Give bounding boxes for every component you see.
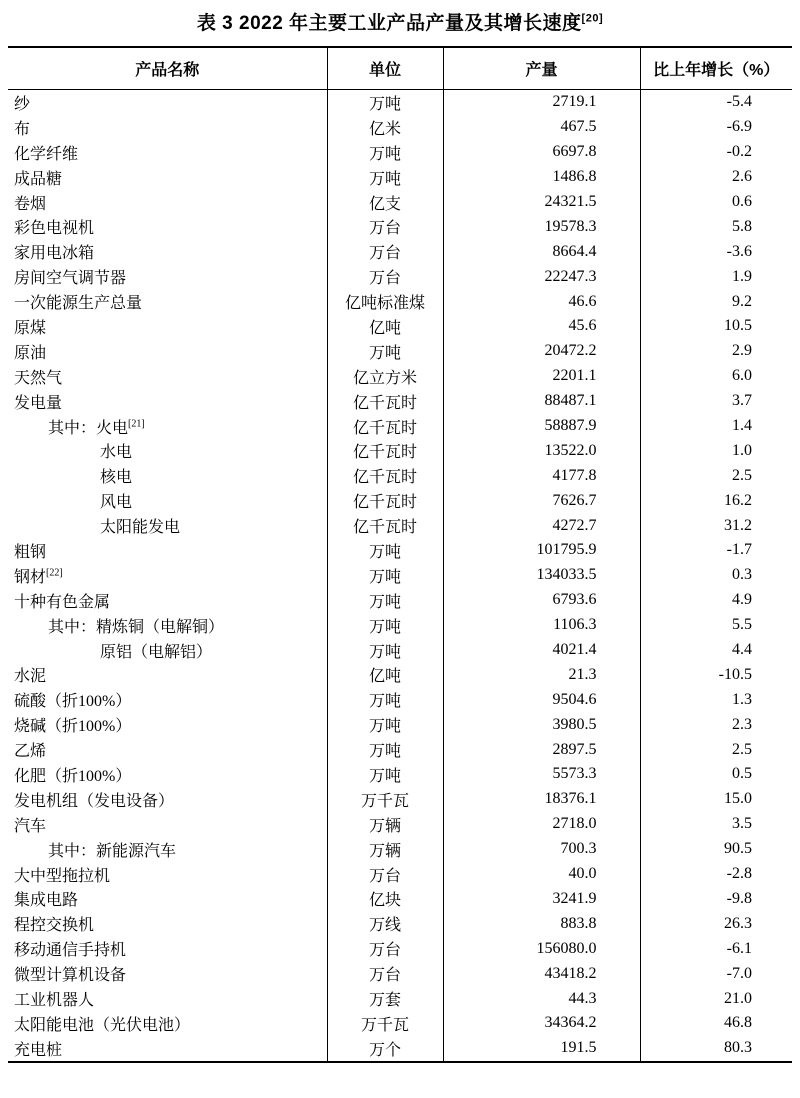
product-name-text: 充电桩 <box>14 1041 63 1059</box>
table-row <box>8 538 792 563</box>
product-name-cell <box>8 289 327 314</box>
table-row <box>8 1036 792 1062</box>
product-name-text: 家用电冰箱 <box>14 245 95 263</box>
product-name-cell <box>8 961 327 986</box>
product-name-cell <box>8 214 327 239</box>
growth-cell: -6.1 <box>726 939 752 957</box>
product-name-cell <box>8 463 327 488</box>
product-name-cell <box>8 414 327 439</box>
table-row <box>8 613 792 638</box>
product-name-cell <box>8 762 327 787</box>
product-name-cell <box>8 563 327 588</box>
table-row <box>8 887 792 912</box>
unit-cell: 万台 <box>327 264 443 289</box>
growth-cell: 5.8 <box>732 217 752 235</box>
table-row <box>8 90 792 115</box>
output-cell: 21.3 <box>443 662 640 687</box>
product-name-text: 彩色电视机 <box>14 220 95 238</box>
table-row <box>8 165 792 190</box>
output-cell: 2718.0 <box>443 812 640 837</box>
output-cell: 9504.6 <box>443 687 640 712</box>
table-title-text: 表 3 2022 年主要工业产品产量及其增长速度 <box>196 13 582 34</box>
product-name-cell <box>8 737 327 762</box>
output-cell: 20472.2 <box>443 339 640 364</box>
product-name-text: 太阳能发电 <box>100 519 181 537</box>
table-row <box>8 737 792 762</box>
growth-cell: 46.8 <box>724 1014 752 1032</box>
product-name-text: 汽车 <box>14 817 47 835</box>
output-cell: 883.8 <box>443 911 640 936</box>
output-cell: 1106.3 <box>443 613 640 638</box>
product-name-text: 发电量 <box>14 394 63 412</box>
growth-cell: -3.6 <box>726 242 752 260</box>
product-name-cell <box>8 837 327 862</box>
output-cell: 88487.1 <box>443 389 640 414</box>
growth-cell: 2.9 <box>732 342 752 360</box>
unit-cell: 万线 <box>327 911 443 936</box>
unit-cell: 亿千瓦时 <box>327 513 443 538</box>
growth-cell: 15.0 <box>724 790 752 808</box>
output-cell: 44.3 <box>443 986 640 1011</box>
product-name-cell <box>8 488 327 513</box>
growth-cell: 4.4 <box>732 641 752 659</box>
table-header-row <box>8 47 792 90</box>
table-body <box>8 90 792 1062</box>
table-row <box>8 339 792 364</box>
product-name-cell <box>8 712 327 737</box>
table-row <box>8 115 792 140</box>
output-cell: 4021.4 <box>443 638 640 663</box>
output-cell: 3241.9 <box>443 887 640 912</box>
unit-cell: 亿支 <box>327 190 443 215</box>
growth-cell: 21.0 <box>724 989 752 1007</box>
growth-cell: 1.4 <box>732 417 752 435</box>
output-cell: 3980.5 <box>443 712 640 737</box>
output-cell: 22247.3 <box>443 264 640 289</box>
growth-cell: 10.5 <box>724 317 752 335</box>
unit-cell: 万辆 <box>327 837 443 862</box>
product-name-cell <box>8 662 327 687</box>
product-name-cell <box>8 140 327 165</box>
product-name-text: 移动通信手持机 <box>14 942 127 960</box>
unit-cell: 万吨 <box>327 563 443 588</box>
unit-cell: 万吨 <box>327 687 443 712</box>
product-name-text: 化肥（折100%） <box>14 767 132 785</box>
output-cell: 4272.7 <box>443 513 640 538</box>
output-cell: 8664.4 <box>443 239 640 264</box>
unit-cell: 万吨 <box>327 538 443 563</box>
unit-cell: 万吨 <box>327 165 443 190</box>
growth-cell: 31.2 <box>724 516 752 534</box>
product-name-cell <box>8 812 327 837</box>
unit-cell: 万个 <box>327 1036 443 1062</box>
output-cell: 191.5 <box>443 1036 640 1062</box>
product-name-cell <box>8 190 327 215</box>
table-row <box>8 712 792 737</box>
product-name-cell <box>8 115 327 140</box>
table-row <box>8 463 792 488</box>
growth-cell: -10.5 <box>718 665 752 683</box>
growth-cell: 90.5 <box>724 840 752 858</box>
growth-cell: 2.6 <box>732 168 752 186</box>
output-cell: 34364.2 <box>443 1011 640 1036</box>
table-row <box>8 911 792 936</box>
unit-cell: 万吨 <box>327 712 443 737</box>
product-name-text: 发电机组（发电设备） <box>14 792 175 810</box>
output-cell: 24321.5 <box>443 190 640 215</box>
product-name-text: 纱 <box>14 95 31 113</box>
product-name-cell <box>8 638 327 663</box>
unit-cell: 亿块 <box>327 887 443 912</box>
growth-cell: -0.2 <box>726 143 752 161</box>
output-cell: 6793.6 <box>443 588 640 613</box>
column-header-unit: 单位 <box>327 47 443 90</box>
table-row <box>8 364 792 389</box>
unit-cell: 万台 <box>327 961 443 986</box>
growth-cell: 6.0 <box>732 367 752 385</box>
growth-cell: 2.5 <box>732 466 752 484</box>
growth-cell: 3.7 <box>732 392 752 410</box>
unit-cell: 万吨 <box>327 613 443 638</box>
unit-cell: 万台 <box>327 239 443 264</box>
growth-cell: 80.3 <box>724 1039 752 1057</box>
unit-cell: 万套 <box>327 986 443 1011</box>
product-name-cell <box>8 389 327 414</box>
output-cell: 46.6 <box>443 289 640 314</box>
output-cell: 40.0 <box>443 862 640 887</box>
output-cell: 6697.8 <box>443 140 640 165</box>
table-title-footnote-marker: [20] <box>581 12 604 25</box>
output-cell: 13522.0 <box>443 438 640 463</box>
product-name-text: 原油 <box>14 344 47 362</box>
table-row <box>8 787 792 812</box>
output-cell: 2897.5 <box>443 737 640 762</box>
output-cell: 5573.3 <box>443 762 640 787</box>
product-name-cell <box>8 538 327 563</box>
product-name-cell <box>8 364 327 389</box>
unit-cell: 亿千瓦时 <box>327 438 443 463</box>
product-name-cell <box>8 986 327 1011</box>
growth-cell: -2.8 <box>726 865 752 883</box>
product-name-text: 大中型拖拉机 <box>14 867 111 885</box>
unit-cell: 亿吨标准煤 <box>327 289 443 314</box>
growth-cell: 26.3 <box>724 914 752 932</box>
output-cell: 45.6 <box>443 314 640 339</box>
unit-cell: 亿千瓦时 <box>327 389 443 414</box>
unit-cell: 万吨 <box>327 90 443 115</box>
output-cell: 2719.1 <box>443 90 640 115</box>
column-header-product-name: 产品名称 <box>8 47 327 90</box>
product-name-cell <box>8 911 327 936</box>
growth-cell: 1.9 <box>732 267 752 285</box>
unit-cell: 万千瓦 <box>327 787 443 812</box>
table-row <box>8 837 792 862</box>
growth-cell: 0.6 <box>732 193 752 210</box>
product-name-text: 原煤 <box>14 319 47 337</box>
growth-cell: 0.3 <box>732 566 752 584</box>
output-cell: 2201.1 <box>443 364 640 389</box>
product-name-cell <box>8 588 327 613</box>
growth-cell: 1.3 <box>732 690 752 708</box>
table-header <box>8 47 792 90</box>
unit-cell: 万吨 <box>327 638 443 663</box>
product-name-text: 其中：精炼铜（电解铜） <box>48 618 225 636</box>
product-name-text: 风电 <box>100 494 133 512</box>
product-name-text: 粗钢 <box>14 543 47 561</box>
product-name-text: 十种有色金属 <box>14 593 111 611</box>
unit-cell: 万台 <box>327 862 443 887</box>
table-row <box>8 314 792 339</box>
unit-cell: 亿吨 <box>327 314 443 339</box>
output-cell: 134033.5 <box>443 563 640 588</box>
product-name-cell <box>8 936 327 961</box>
table-row <box>8 190 792 215</box>
product-name-sup: [21] <box>128 418 145 430</box>
product-name-text: 核电 <box>100 469 133 487</box>
product-name-text: 房间空气调节器 <box>14 270 127 288</box>
output-cell: 7626.7 <box>443 488 640 513</box>
table-row <box>8 488 792 513</box>
growth-cell: 5.5 <box>732 616 752 634</box>
growth-cell: -7.0 <box>726 964 752 982</box>
unit-cell: 万吨 <box>327 762 443 787</box>
industrial-products-table <box>8 46 792 1063</box>
product-name-text: 工业机器人 <box>14 992 95 1009</box>
growth-cell: -5.4 <box>726 93 752 111</box>
product-name-text: 程控交换机 <box>14 917 95 935</box>
product-name-cell <box>8 165 327 190</box>
unit-cell: 亿千瓦时 <box>327 463 443 488</box>
table-row <box>8 812 792 837</box>
product-name-text: 其中：新能源汽车 <box>48 842 177 860</box>
product-name-text: 卷烟 <box>14 195 47 213</box>
product-name-text: 其中：火电 <box>48 419 129 437</box>
table-row <box>8 862 792 887</box>
table-row <box>8 289 792 314</box>
table-row <box>8 961 792 986</box>
product-name-text: 水电 <box>100 444 133 462</box>
product-name-text: 烧碱（折100%） <box>14 718 132 736</box>
product-name-sup: [22] <box>46 567 63 579</box>
unit-cell: 亿千瓦时 <box>327 488 443 513</box>
growth-cell: 4.9 <box>732 591 752 609</box>
growth-cell: -9.8 <box>726 889 752 907</box>
output-cell: 156080.0 <box>443 936 640 961</box>
output-cell: 43418.2 <box>443 961 640 986</box>
product-name-cell <box>8 90 327 115</box>
column-header-output: 产量 <box>443 47 640 90</box>
unit-cell: 万千瓦 <box>327 1011 443 1036</box>
product-name-cell <box>8 264 327 289</box>
output-cell: 18376.1 <box>443 787 640 812</box>
unit-cell: 万辆 <box>327 812 443 837</box>
output-cell: 58887.9 <box>443 414 640 439</box>
unit-cell: 万台 <box>327 936 443 961</box>
growth-cell: -1.7 <box>726 541 752 559</box>
product-name-cell <box>8 787 327 812</box>
output-cell: 700.3 <box>443 837 640 862</box>
product-name-text: 原铝（电解铝） <box>100 643 213 661</box>
product-name-cell <box>8 687 327 712</box>
table-row <box>8 638 792 663</box>
product-name-cell <box>8 862 327 887</box>
table-row <box>8 936 792 961</box>
table-row <box>8 1011 792 1036</box>
table-row <box>8 438 792 463</box>
unit-cell: 亿千瓦时 <box>327 414 443 439</box>
product-name-cell <box>8 314 327 339</box>
unit-cell: 万吨 <box>327 339 443 364</box>
table-row <box>8 239 792 264</box>
table-row <box>8 389 792 414</box>
unit-cell: 亿米 <box>327 115 443 140</box>
product-name-cell <box>8 438 327 463</box>
growth-cell: -6.9 <box>726 118 752 136</box>
product-name-text: 水泥 <box>14 668 47 686</box>
product-name-text: 天然气 <box>14 369 63 387</box>
table-row <box>8 140 792 165</box>
growth-cell: 16.2 <box>724 491 752 509</box>
product-name-cell <box>8 239 327 264</box>
table-row <box>8 264 792 289</box>
table-row <box>8 687 792 712</box>
unit-cell: 万吨 <box>327 588 443 613</box>
product-name-text: 太阳能电池（光伏电池） <box>14 1016 191 1034</box>
table-row <box>8 762 792 787</box>
product-name-text: 微型计算机设备 <box>14 967 127 985</box>
column-header-growth: 比上年增长（%） <box>640 47 792 90</box>
growth-cell: 2.5 <box>732 740 752 758</box>
output-cell: 19578.3 <box>443 214 640 239</box>
product-name-text: 布 <box>14 120 31 138</box>
product-name-text: 钢材 <box>14 568 47 586</box>
output-cell: 4177.8 <box>443 463 640 488</box>
unit-cell: 万吨 <box>327 140 443 165</box>
product-name-text: 集成电路 <box>14 892 79 910</box>
table-row <box>8 563 792 588</box>
product-name-cell <box>8 1011 327 1036</box>
product-name-cell <box>8 339 327 364</box>
product-name-cell <box>8 613 327 638</box>
product-name-text: 化学纤维 <box>14 145 79 163</box>
table-row <box>8 662 792 687</box>
product-name-cell <box>8 887 327 912</box>
table-row <box>8 986 792 1011</box>
table-row <box>8 588 792 613</box>
unit-cell: 万台 <box>327 214 443 239</box>
product-name-text: 硫酸（折100%） <box>14 693 132 711</box>
growth-cell: 0.5 <box>732 765 752 783</box>
output-cell: 467.5 <box>443 115 640 140</box>
product-name-text: 乙烯 <box>14 743 47 761</box>
table-row <box>8 414 792 439</box>
unit-cell: 亿立方米 <box>327 364 443 389</box>
product-name-cell <box>8 513 327 538</box>
growth-cell: 9.2 <box>732 292 752 310</box>
product-name-text: 一次能源生产总量 <box>14 295 143 313</box>
growth-cell: 2.3 <box>732 715 752 733</box>
output-cell: 101795.9 <box>443 538 640 563</box>
table-row <box>8 214 792 239</box>
output-cell: 1486.8 <box>443 165 640 190</box>
table-title <box>0 0 800 46</box>
table-row <box>8 513 792 538</box>
growth-cell: 1.0 <box>732 441 752 459</box>
product-name-text: 成品糖 <box>14 170 63 188</box>
unit-cell: 万吨 <box>327 737 443 762</box>
product-name-cell <box>8 1036 327 1062</box>
unit-cell: 亿吨 <box>327 662 443 687</box>
growth-cell: 3.5 <box>732 815 752 833</box>
